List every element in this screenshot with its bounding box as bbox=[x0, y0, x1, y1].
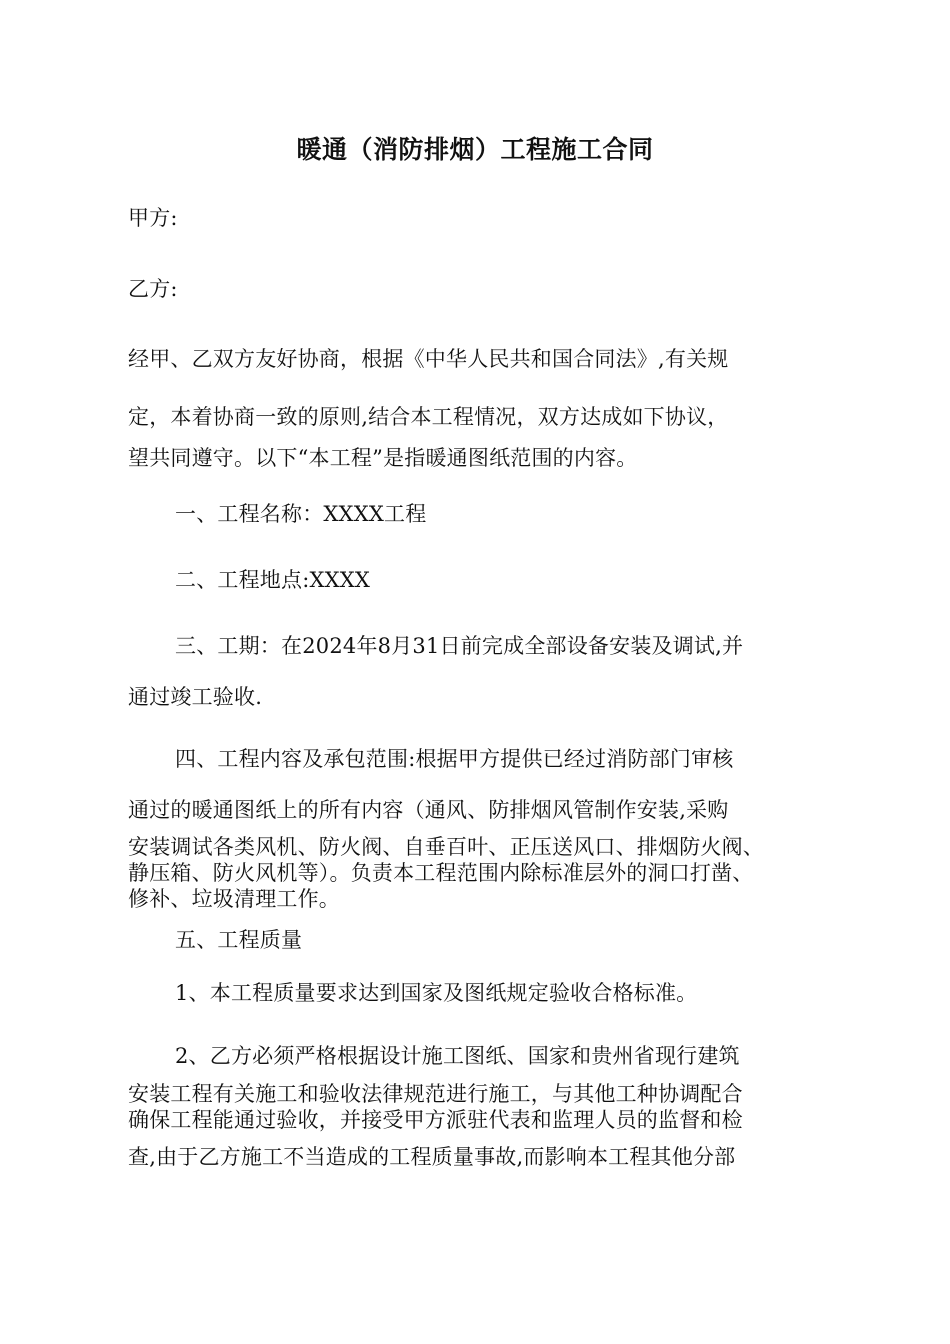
clause-3-line-2: 通过竣工验收. bbox=[128, 685, 263, 709]
clause-5-heading: 五、工程质量 bbox=[175, 928, 303, 952]
clause-3-line-1: 三、工期：在2024年8月31日前完成全部设备安装及调试,并 bbox=[175, 634, 744, 658]
clause-1-project-name: 一、工程名称：XXXX工程 bbox=[175, 502, 427, 526]
party-a-line: 甲方: bbox=[128, 206, 178, 230]
preamble-line-2: 定，本着协商一致的原则,结合本工程情况，双方达成如下协议， bbox=[128, 405, 729, 429]
clause-4-line-4: 静压箱、防火风机等）。负责本工程范围内除标准层外的洞口打凿、 bbox=[128, 861, 754, 885]
clause-5-item-2-line-3: 确保工程能通过验收，并接受甲方派驻代表和监理人员的监督和检 bbox=[128, 1108, 743, 1132]
preamble-line-1: 经甲、乙双方友好协商，根据《中华人民共和国合同法》,有关规 bbox=[128, 347, 729, 371]
clause-5-item-2-line-4: 查,由于乙方施工不当造成的工程质量事故,而影响本工程其他分部 bbox=[128, 1145, 736, 1169]
preamble-line-3: 望共同遵守。以下“本工程”是指暖通图纸范围的内容。 bbox=[128, 446, 638, 470]
document-title: 暖通（消防排烟）工程施工合同 bbox=[296, 135, 654, 164]
clause-4-line-3: 安装调试各类风机、防火阀、自垂百叶、正压送风口、排烟防火阀、 bbox=[128, 835, 764, 859]
clause-4-line-5: 修补、垃圾清理工作。 bbox=[128, 887, 340, 911]
clause-5-item-1: 1、本工程质量要求达到国家及图纸规定验收合格标准。 bbox=[175, 981, 698, 1005]
clause-2-project-location: 二、工程地点:XXXX bbox=[175, 568, 371, 592]
party-b-line: 乙方: bbox=[128, 277, 178, 301]
clause-5-item-2-line-1: 2、乙方必须严格根据设计施工图纸、国家和贵州省现行建筑 bbox=[175, 1044, 740, 1068]
clause-4-line-2: 通过的暖通图纸上的所有内容（通风、防排烟风管制作安装,采购 bbox=[128, 798, 729, 822]
clause-4-line-1: 四、工程内容及承包范围:根据甲方提供已经过消防部门审核 bbox=[175, 747, 734, 771]
clause-5-item-2-line-2: 安装工程有关施工和验收法律规范进行施工，与其他工种协调配合 bbox=[128, 1082, 743, 1106]
